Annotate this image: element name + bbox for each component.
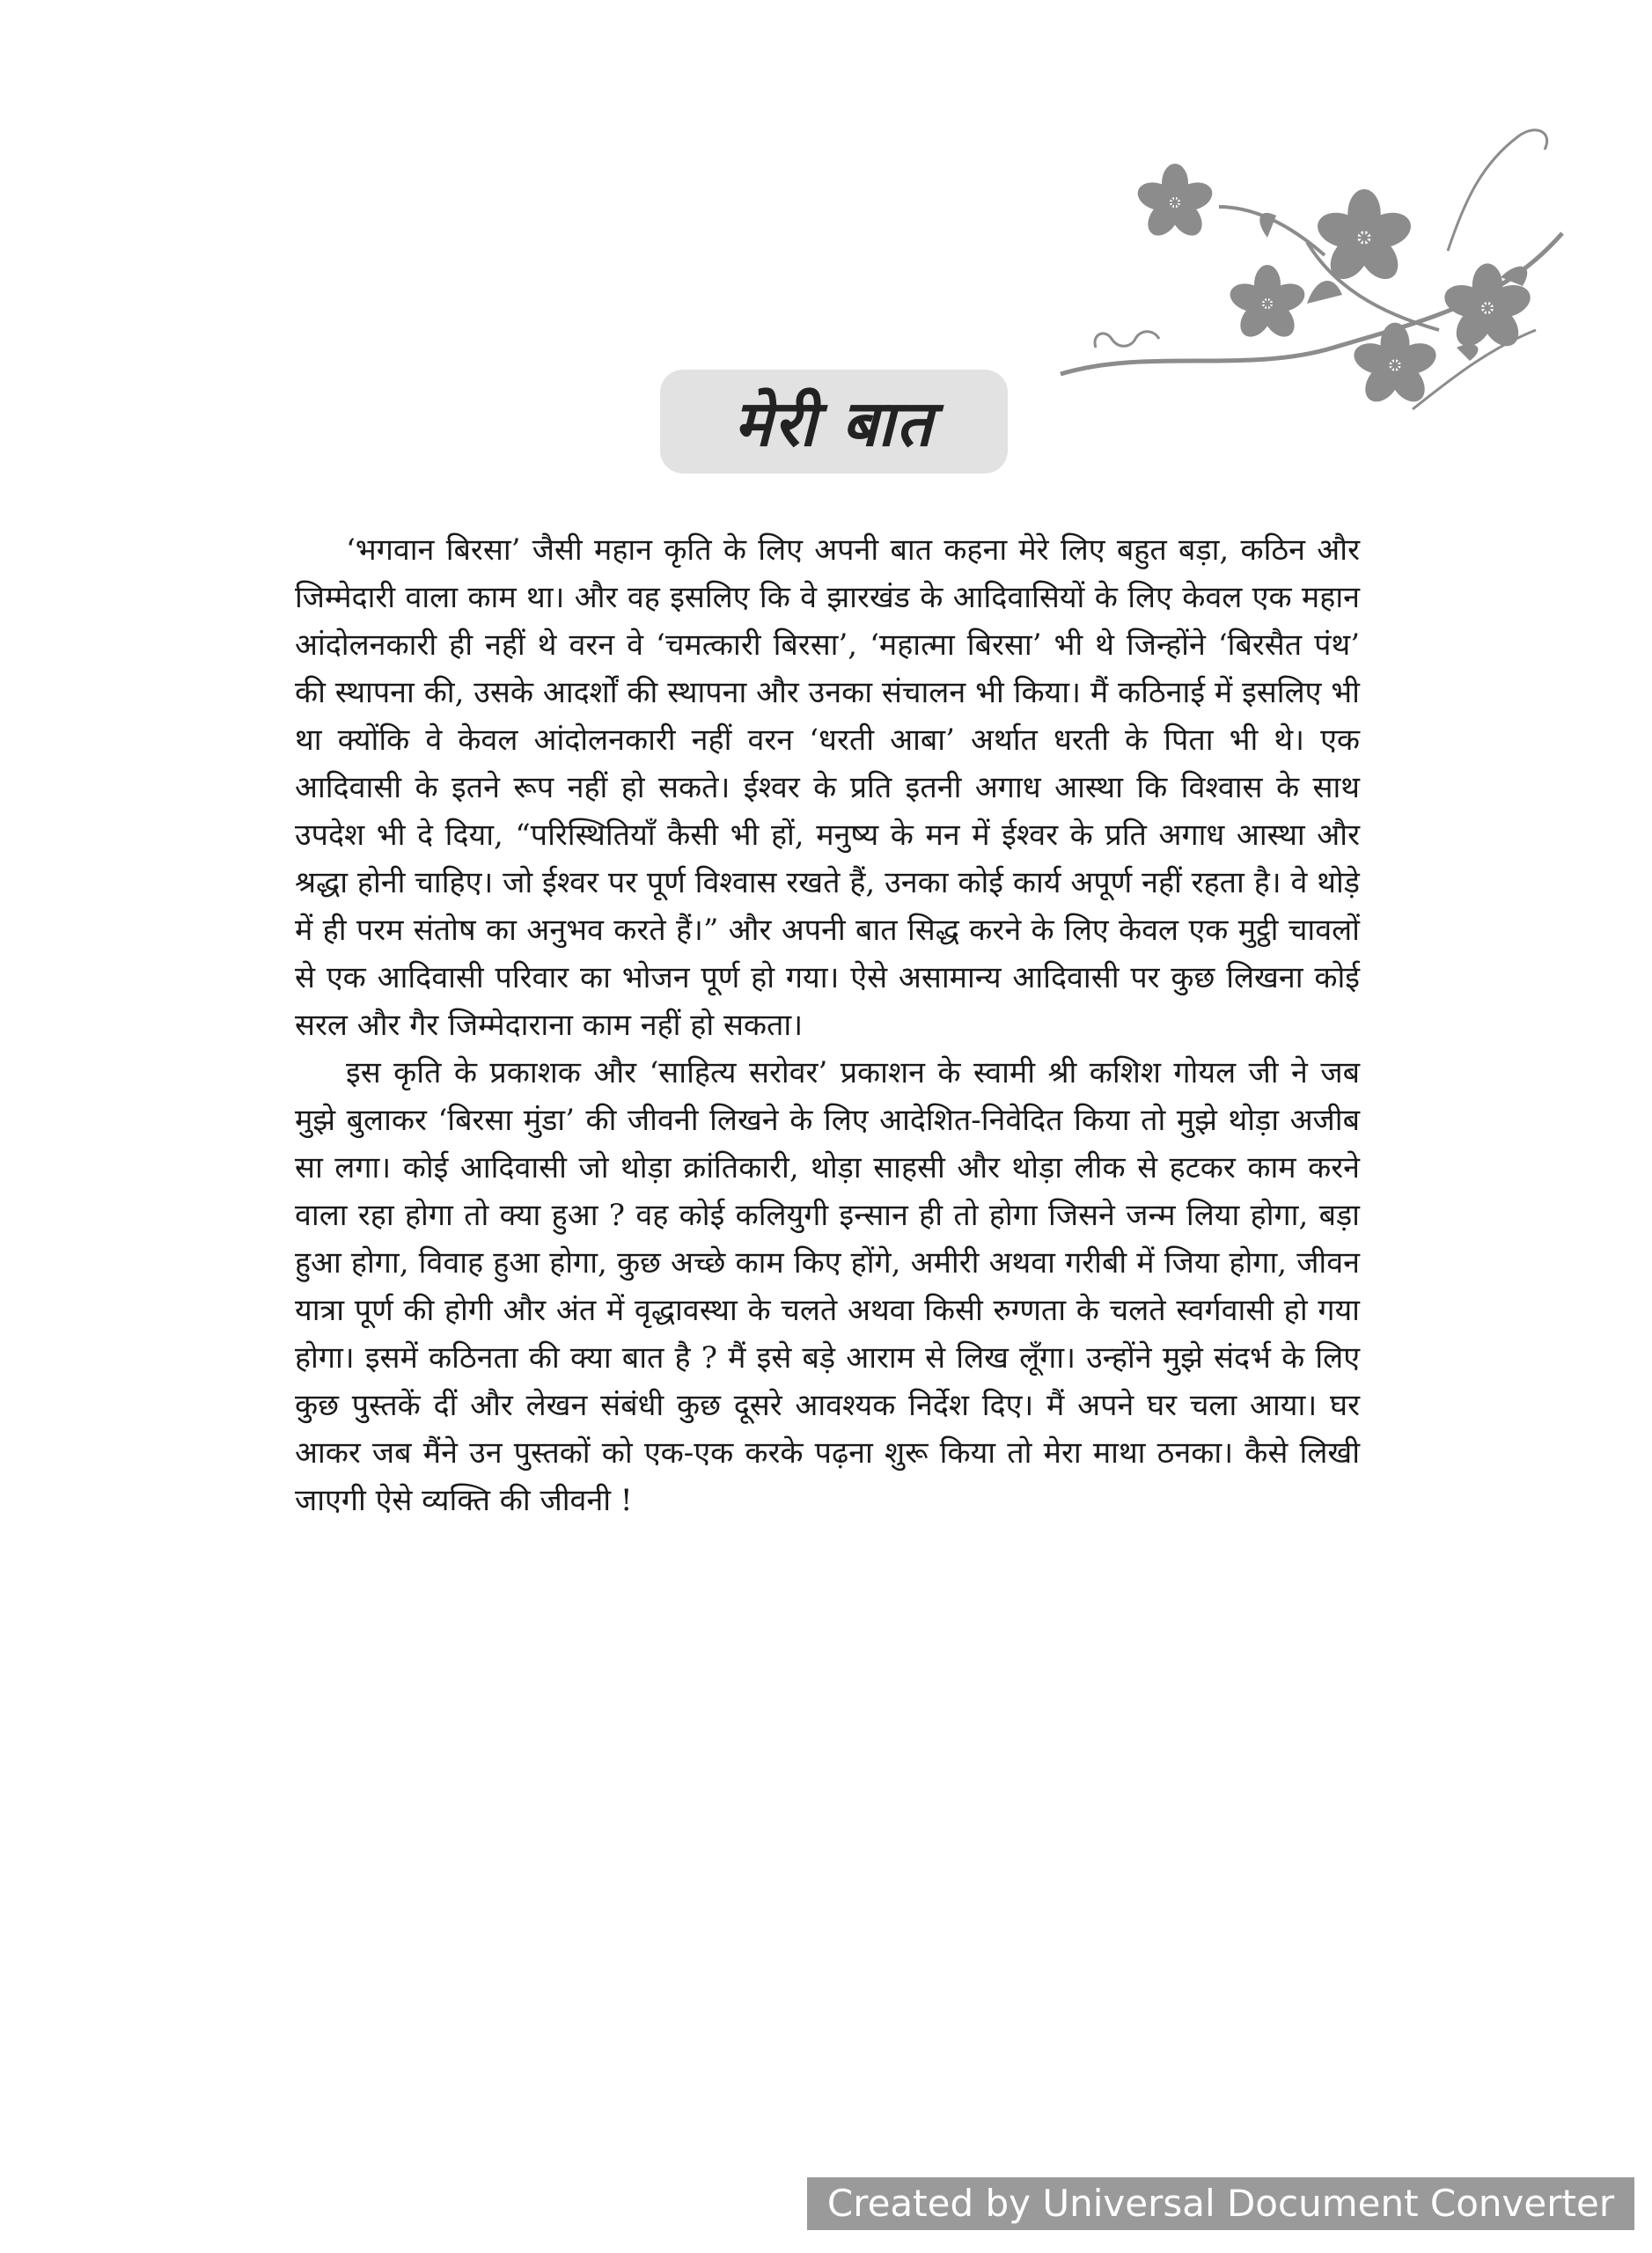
flower-vine-icon	[1043, 84, 1571, 453]
body-text	[295, 526, 1360, 1524]
watermark-banner: Created by Universal Document Converter	[807, 2177, 1634, 2230]
title-box	[660, 370, 1008, 473]
page-title: मेरी बात	[733, 385, 935, 460]
paragraph: ‘भगवान बिरसा’ जैसी महान कृति के लिए अपनी बात कहना मेरे लिए बहुत बड़ा, कठिन और जिम्मेदारी वाला काम था। और वह इसलिए कि वे झारखंड के आदिवासियों के लिए केवल एक महान आंदोलनकारी ही नहीं थे वरन वे ‘चमत्कारी बिरसा’, ‘महात्मा बिरसा’ भी थे जिन्होंने ‘बिरसैत पंथ’ की स्थापना की, उसके आदर्शों की स्थापना और उनका संचालन भी किया। मैं कठिनाई में इसलिए भी था क्योंकि वे केवल आंदोलनकारी नहीं वरन ‘धरती आबा’ अर्थात धरती के पिता भी थे। एक आदिवासी के इतने रूप नहीं हो सकते। ईश्वर के प्रति इतनी अगाध आस्था कि विश्वास के साथ उपदेश भी दे दिया, “परिस्थितियाँ कैसी भी हों, मनुष्य के मन में ईश्वर के प्रति अगाध आस्था और श्रद्धा होनी चाहिए। जो ईश्वर पर पूर्ण विश्वास रखते हैं, उनका कोई कार्य अपूर्ण नहीं रहता है। वे थोड़े में ही परम संतोष का अनुभव करते हैं।” और अपनी बात सिद्ध करने के लिए केवल एक मुट्ठी चावलों से एक आदिवासी परिवार का भोजन पूर्ण हो गया। ऐसे असामान्य आदिवासी पर कुछ लिखना कोई सरल और गैर जिम्मेदाराना काम नहीं हो सकता।	[295, 532, 1360, 1043]
paragraph: इस कृति के प्रकाशक और ‘साहित्य सरोवर’ प्रकाशन के स्वामी श्री कशिश गोयल जी ने जब मुझे बुलाकर ‘बिरसा मुंडा’ की जीवनी लिखने के लिए आदेशित-निवेदित किया तो मुझे थोड़ा अजीब सा लगा। कोई आदिवासी जो थोड़ा क्रांतिकारी, थोड़ा साहसी और थोड़ा लीक से हटकर काम करने वाला रहा होगा तो क्या हुआ ? वह कोई कलियुगी इन्सान ही तो होगा जिसने जन्म लिया होगा, बड़ा हुआ होगा, विवाह हुआ होगा, कुछ अच्छे काम किए होंगे, अमीरी अथवा गरीबी में जिया होगा, जीवन यात्रा पूर्ण की होगी और अंत में वृद्धावस्था के चलते अथवा किसी रुग्णता के चलते स्वर्गवासी हो गया होगा। इसमें कठिनता की क्या बात है ? मैं इसे बड़े आराम से लिख लूँगा। उन्होंने मुझे संदर्भ के लिए कुछ पुस्तकें दीं और लेखन संबंधी कुछ दूसरे आवश्यक निर्देश दिए। मैं अपने घर चला आया। घर आकर जब मैंने उन पुस्तकों को एक-एक करके पढ़ना शुरू किया तो मेरा माथा ठनका। कैसे लिखी जाएगी ऐसे व्यक्ति की जीवनी !	[295, 1055, 1360, 1518]
